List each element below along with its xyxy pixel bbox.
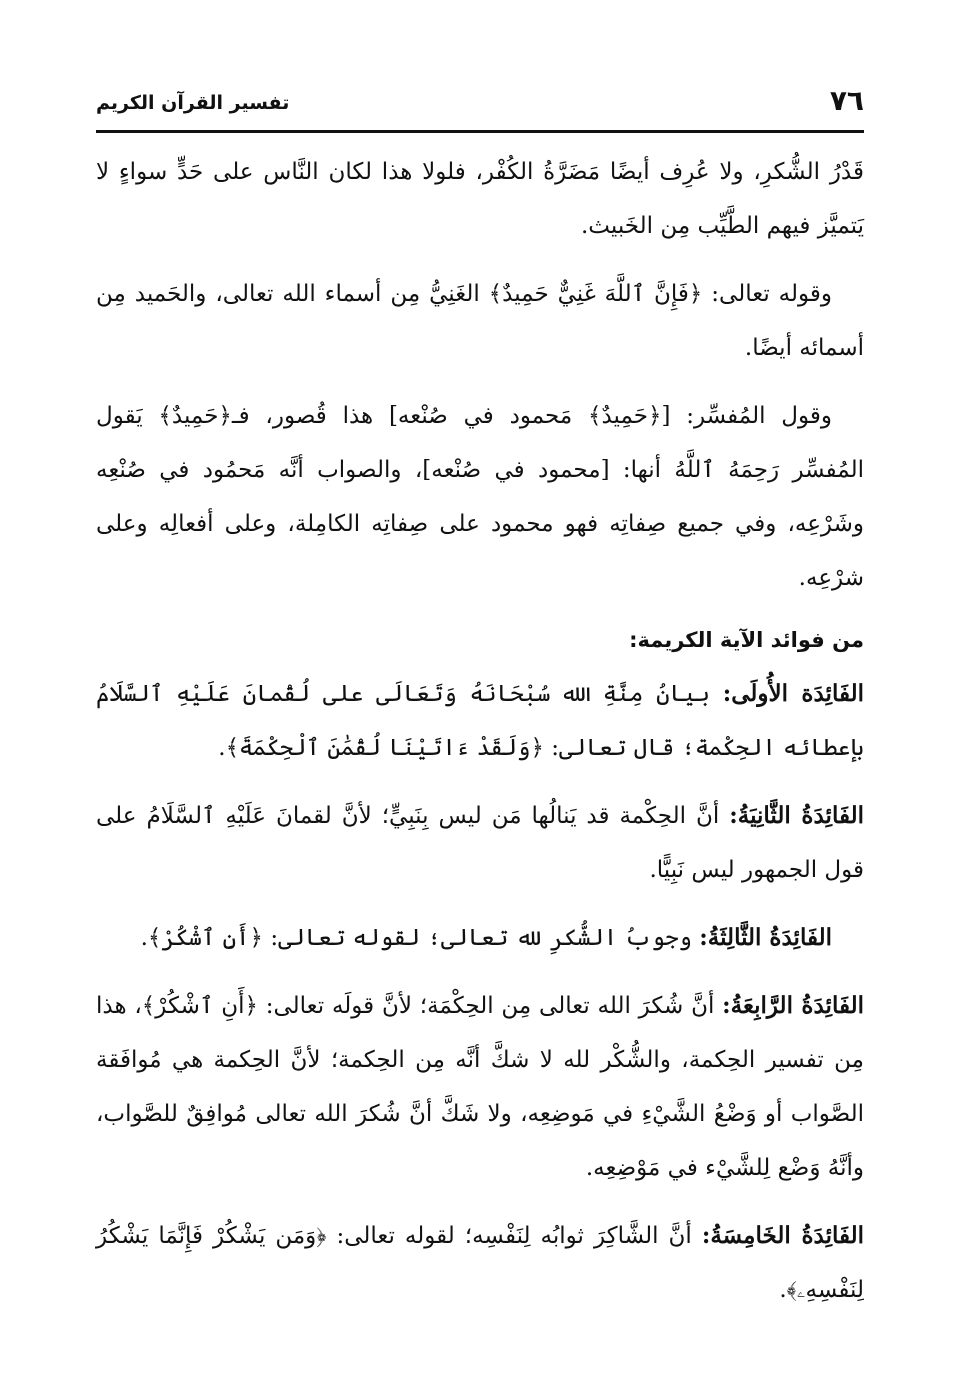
benefit-5-text: أنَّ الشَّاكِرَ ثوابُه لِنَفْسِه؛ لقوله تعالى: ﴿وَمَن يَشْكُرْ فَإِنَّمَا يَشْكُرُ لِنَفْسِهِۦ﴾. [96, 1223, 864, 1303]
benefit-5 [96, 1209, 864, 1317]
paragraph-verse-comment: وقوله تعالى: ﴿فَإِنَّ ٱللَّهَ غَنِيٌّ حَمِيدٌ﴾ الغَنِيُّ مِن أسماء الله تعالى، والحَميد مِن أسمائه أيضًا. [96, 281, 864, 361]
benefit-3 [96, 911, 864, 965]
page-header [96, 84, 864, 133]
benefit-4-text: أنَّ شُكرَ الله تعالى مِن الحِكْمَة؛ لأنَّ قولَه تعالى: ﴿أَنِ ٱشْكُرْ﴾، هذا مِن تفسير الحِكمة، والشُّكْر لله لا شكَّ أنَّه مِن الحِكمة؛ لأنَّ الحِكمة هي مُوافَقة الصَّواب أو وَضْعُ الشَّيْءِ في مَوضِعِه، ولا شَكَّ أنَّ شُكرَ الله تعالى مُوافِقٌ للصَّواب، وأنَّهُ وَضْع لِلشَّيْء في مَوْضِعِه. [96, 993, 864, 1181]
benefit-2-text: أنَّ الحِكْمة قد يَنالُها مَن ليس بِنَبِيٍّ؛ لأنَّ لقمانَ عَلَيْهِ ٱلسَّلَامُ على قول الجمهور ليس نَبِيًّا. [96, 803, 864, 883]
benefit-3-label: الفَائِدَةُ الثَّالِثَةُ: [699, 924, 832, 951]
book-page [96, 84, 864, 1324]
benefit-1-text: بيانُ مِنَّةِ الله سُبْحَانَهُ وَتَعَالَى على لُقْمانَ عَلَيْهِ ٱلسَّلَامُ بإعطائه الحِكْمة؛ قال تعالى: ﴿وَلَقَدْ ءَاتَيْنَا لُقْمَٰنَ ٱلْحِكْمَةَ﴾. [96, 681, 864, 761]
section-heading: من فوائد الآية الكريمة: [629, 628, 864, 652]
benefit-1-label: الفَائِدَة الأُولَى: [722, 680, 864, 707]
paragraph-mufassir-comment: وقول المُفسِّر: [﴿حَمِيدٌ﴾ مَحمود في صُنْعه] هذا قُصور، فـ﴿حَمِيدٌ﴾ يَقول المُفسِّر رَحِمَهُ ٱللَّهُ أنها: [محمود في صُنْعه]، والصواب أنَّه مَحمُود في صُنْعِه وشَرْعِه، وفي جميع صِفاتِه فهو محمود على صِفاتِه الكامِلة، وعلى أفعالِه وعلى شرْعِه. [96, 403, 864, 591]
benefit-3-text: وجوبُ الشُّكرِ لله تعالى؛ لقوله تعالى: ﴿أَنِ ٱشْكُرْ﴾. [140, 925, 700, 951]
benefit-4 [96, 979, 864, 1195]
benefit-5-label: الفَائِدَةُ الخَامِسَةُ: [701, 1222, 865, 1249]
benefit-4-label: الفَائِدَةُ الرَّابِعَةُ: [722, 992, 864, 1019]
benefit-2 [96, 789, 864, 897]
benefit-2-label: الفَائِدَةُ الثَّانِيَةُ: [729, 802, 864, 829]
book-title: تفسير القرآن الكريم [96, 92, 290, 114]
page-number: ٧٦ [829, 84, 864, 117]
benefit-1 [96, 667, 864, 775]
paragraph-intro: قَدْرُ الشُّكرِ، ولا عُرِف أيضًا مَضَرَّةُ الكُفْر، فلولا هذا لكان النَّاس على حَدٍّ سواءٍ لا يَتميَّز فيهم الطَّيِّب مِن الخَبيث. [96, 159, 864, 239]
